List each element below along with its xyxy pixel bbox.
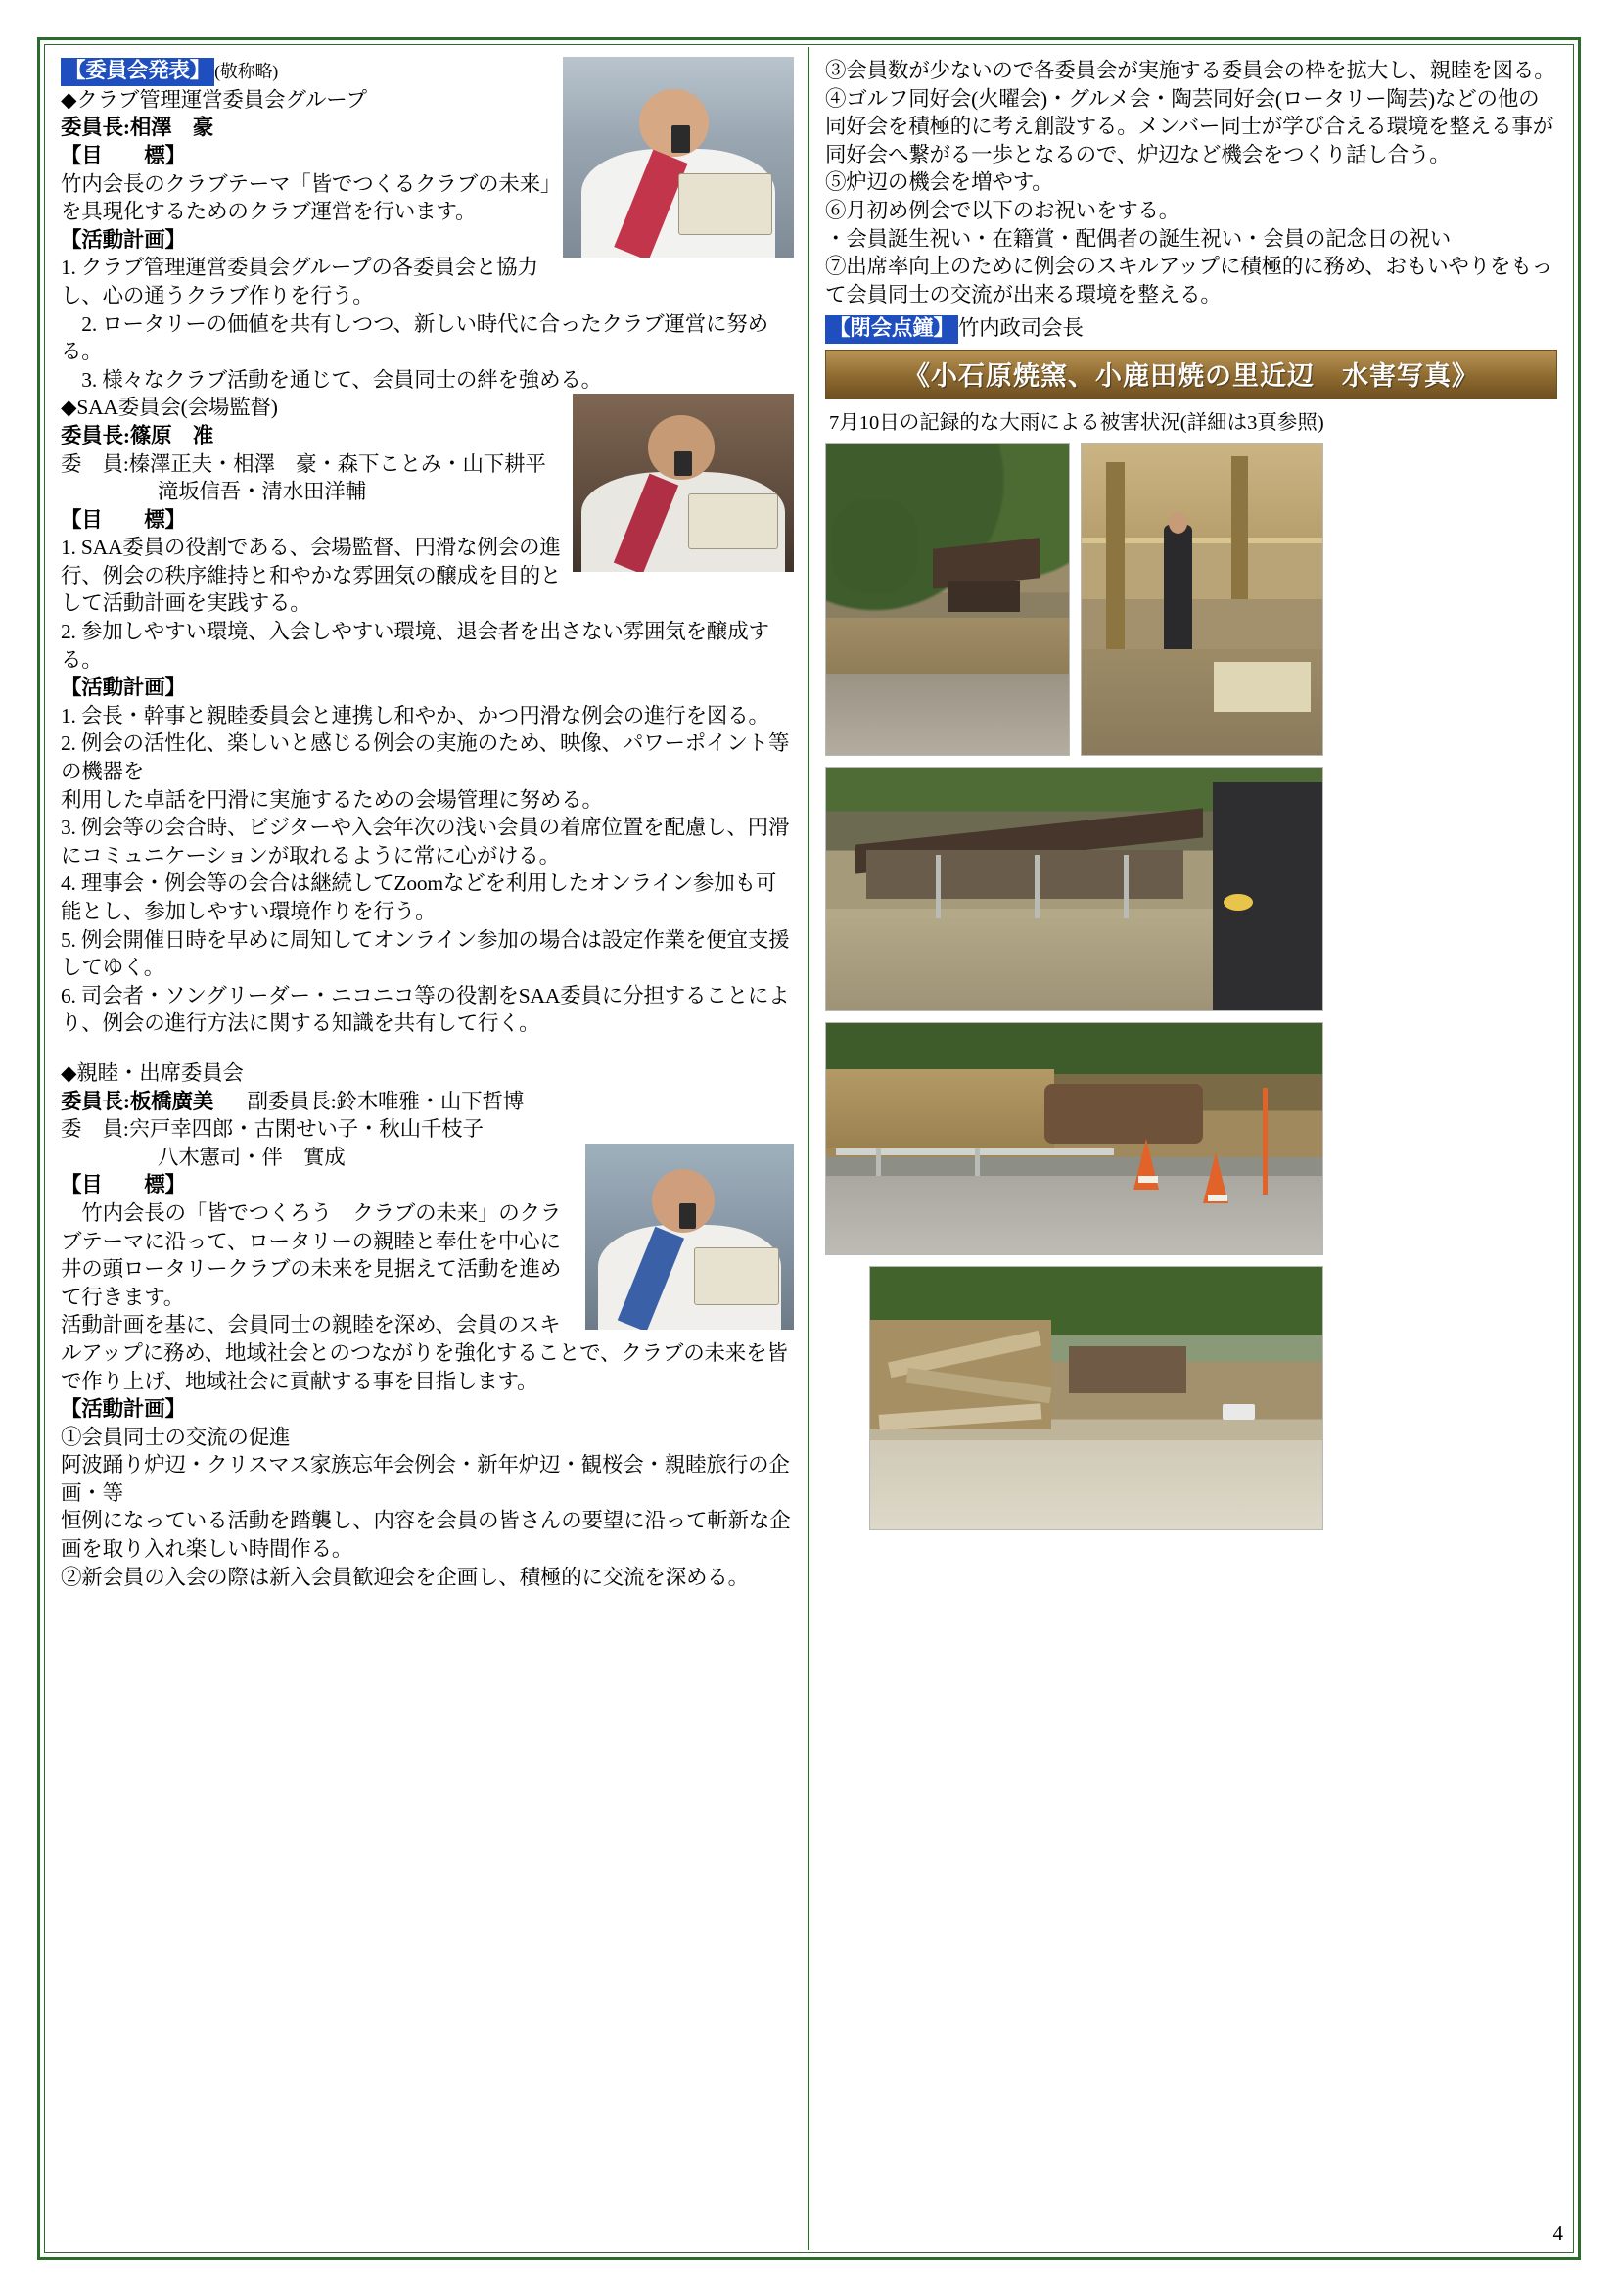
continued-item: ③会員数が少ないので各委員会が実施する委員会の枠を拡大し、親睦を図る。 — [825, 59, 1555, 82]
mud-house-photo — [825, 767, 1323, 1011]
group2-plan-heading: 【活動計画】 — [61, 676, 186, 700]
flood-photos-caption: 7月10日の記録的な大雨による被害状況(詳細は3頁参照) — [829, 412, 1324, 435]
closing-bell-badge: 【閉会点鐘】 — [825, 315, 958, 344]
page-columns — [47, 47, 1571, 2250]
group1-chair: 委員長:相澤 豪 — [61, 116, 214, 140]
debris-kiln-photo — [1081, 443, 1323, 756]
continued-item: ⑥月初め例会で以下のお祝いをする。 — [825, 198, 1180, 222]
group3-chair-row — [61, 1088, 794, 1116]
group2-members: 委 員:榛澤正夫・相澤 豪・森下ことみ・山下耕平 — [61, 451, 546, 476]
photo-row — [825, 767, 1557, 1011]
group2-plan-item: 3. 例会等の会合時、ビジターや入会年次の浅い会員の着席位置を配慮し、円滑にコミュニケーションが取れるように常に心がける。 — [61, 816, 790, 867]
continued-item: ⑤炉辺の機会を増やす。 — [825, 170, 1053, 195]
group2-plan-item: 4. 理事会・例会等の会合は継続してZoomなどを利用したオンライン参加も可能とし、参加しやすい環境作りを行う。 — [61, 871, 777, 924]
group3-goal-item: 活動計画を基に、会員同士の親睦を深め、会員のスキルアップに務め、地域社会とのつながりを強化することで、クラブの未来を皆で作り上げ、地域社会に貢献する事を目指します。 — [61, 1313, 788, 1393]
group1-plan-heading: 【活動計画】 — [61, 227, 186, 252]
continued-item: ⑦出席率向上のために例会のスキルアップに積極的に務め、おもいやりをもって会員同士の交流が出来る環境を整える。 — [825, 255, 1552, 306]
group1-plan-item: 2. ロータリーの価値を共有しつつ、新しい時代に合ったクラブ運営に努める。 — [61, 311, 768, 364]
closing-bell-row — [825, 314, 1557, 344]
group2-title: ◆SAA委員会(会場監督) — [61, 396, 278, 420]
continued-item: ④ゴルフ同好会(火曜会)・グルメ会・陶芸同好会(ロータリー陶芸)などの他の同好会を積極的に考え創設する。メンバー同士が学び合える環境を整える事が同好会へ繋がる一歩となるので、炉辺など機会をつくり話し合う。 — [825, 86, 1553, 166]
photo-row — [825, 1266, 1557, 1530]
saa-committee-section — [61, 394, 794, 1038]
photo-row — [825, 443, 1557, 756]
keishoryaku-note: (敬称略) — [214, 62, 279, 81]
flood-photo-grid — [825, 443, 1557, 1530]
group3-goal-heading: 【目 標】 — [61, 1173, 186, 1197]
portrait-figure — [573, 394, 794, 572]
group2-goal-item: 1. SAA委員の役割である、会場監督、円滑な例会の進行、例会の秩序維持と和やかな雰囲気の醸成を目的として活動計画を実践する。 — [61, 536, 562, 616]
group3-plan-heading: 【活動計画】 — [61, 1397, 186, 1422]
flood-photos-title: 《小石原焼窯、小鹿田焼の里近辺 水害写真》 — [825, 350, 1557, 399]
page-number: 4 — [1552, 2222, 1563, 2245]
group1-plan-item: 3. 様々なクラブ活動を通じて、会員同士の絆を強める。 — [61, 367, 602, 392]
group1-goal-text: 竹内会長のクラブテーマ「皆でつくるクラブの未来」を具現化するためのクラブ運営を行います。 — [61, 171, 551, 224]
group3-plan-item: 阿波踊り炉辺・クリスマス家族忘年会例会・新年炉辺・観桜会・親睦旅行の企画・等 — [61, 1453, 790, 1505]
group2-plan-item: 6. 司会者・ソングリーダー・ニコニコ等の役割をSAA委員に分担することにより、例会の進行方法に関する知識を共有して行く。 — [61, 983, 790, 1036]
group1-title: ◆クラブ管理運営委員会グループ — [61, 87, 367, 112]
group3-plan-item: ②新会員の入会の際は新入会員歓迎会を企画し、積極的に交流を深める。 — [61, 1565, 749, 1589]
group3-vice-chair: 副委員長:鈴木唯雅・山下哲博 — [247, 1089, 525, 1113]
portrait-figure — [585, 1144, 794, 1330]
photo-row — [825, 1022, 1557, 1255]
continued-item: ・会員誕生祝い・在籍賞・配偶者の誕生祝い・会員の記念日の祝い — [825, 226, 1452, 251]
group2-plan-item: 5. 例会開催日時を早めに周知してオンライン参加の場合は設定作業を便宜支援してゆく。 — [61, 927, 790, 980]
chair-aizawa-photo — [563, 57, 794, 258]
left-column — [47, 47, 809, 2250]
closing-bell-name: 竹内政司会長 — [957, 316, 1084, 341]
group2-plan-item: 利用した卓話を円滑に実施するための会場管理に努める。 — [61, 787, 603, 812]
logs-road-photo — [869, 1266, 1323, 1530]
group3-plan-item: 恒例になっている活動を踏襲し、内容を会員の皆さんの要望に沿って斬新な企画を取り入れ楽しい時間作る。 — [61, 1509, 791, 1562]
group3-chair: 委員長:板橋廣美 — [61, 1089, 214, 1113]
landslide-river-photo — [825, 443, 1070, 756]
group3-members: 委 員:宍戸幸四郎・古閑せい子・秋山千枝子 — [61, 1117, 484, 1142]
portrait-figure — [563, 57, 794, 258]
group3-members-2: 八木憲司・伴 實成 — [157, 1145, 346, 1169]
group3-plan-item: ①会員同士の交流の促進 — [61, 1425, 291, 1449]
chair-shinohara-photo — [573, 394, 794, 572]
group3-goal-item: 竹内会長の「皆でつくろう クラブの未来」のクラブテーマに沿って、ロータリーの親睦と奉仕を中心に井の頭ロータリークラブの未来を見据えて活動を進めて行きます。 — [61, 1200, 562, 1309]
group3-title: ◆親睦・出席委員会 — [61, 1060, 244, 1085]
spacer — [61, 1038, 794, 1059]
group2-plan-item: 2. 例会の活性化、楽しいと感じる例会の実施のため、映像、パワーポイント等の機器を — [61, 731, 790, 784]
group1-goal-heading: 【目 標】 — [61, 143, 186, 167]
group2-chair: 委員長:篠原 准 — [61, 423, 214, 447]
right-column — [809, 47, 1571, 2250]
fellowship-committee-section — [61, 1059, 794, 1591]
road-collapse-photo — [825, 1022, 1323, 1255]
group2-goal-item: 2. 参加しやすい環境、入会しやすい環境、退会者を出さない雰囲気を醸成する。 — [61, 620, 769, 672]
group2-members-2: 滝坂信吾・清水田洋輔 — [157, 480, 366, 504]
group2-plan-item: 1. 会長・幹事と親睦委員会と連携し和やか、かつ円滑な例会の進行を図る。 — [61, 703, 769, 727]
chair-itabashi-photo — [585, 1144, 794, 1330]
group2-goal-heading: 【目 標】 — [61, 507, 186, 532]
committee-announcement-section — [61, 57, 794, 394]
committee-announcement-badge: 【委員会発表】 — [61, 58, 214, 86]
group1-plan-item: 1. クラブ管理運営委員会グループの各委員会と協力し、心の通うクラブ作りを行う。 — [61, 256, 538, 307]
